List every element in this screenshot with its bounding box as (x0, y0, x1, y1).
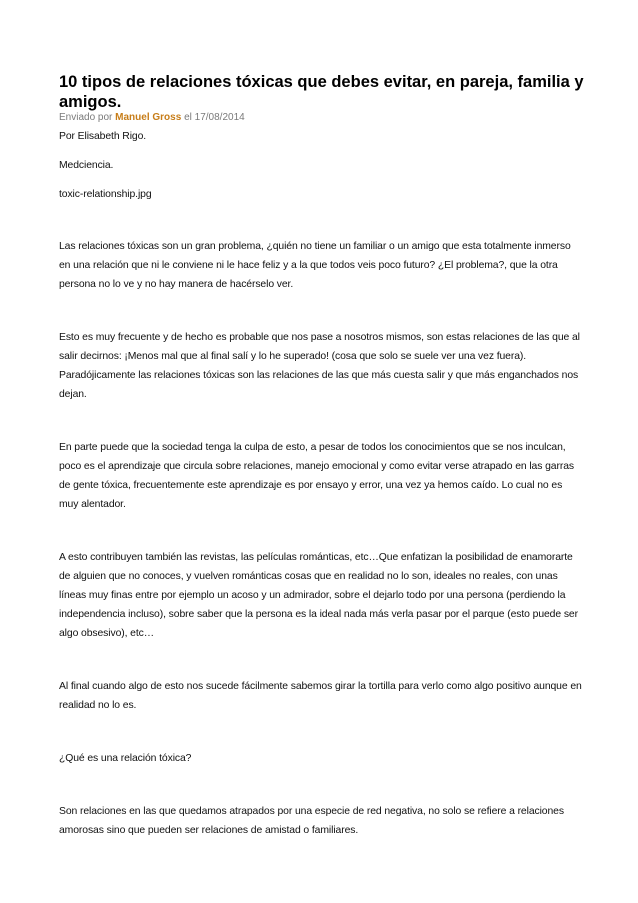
image-filename: toxic-relationship.jpg (59, 189, 152, 200)
author-link[interactable]: Manuel Gross (115, 112, 182, 123)
byline: Por Elisabeth Rigo. (59, 131, 147, 142)
paragraph: A esto contribuyen también las revistas, las películas románticas, etc…Que enfatizan la posibilidad de enamorarte de alguien que no conoces, y vuelven románticas cosas que en realidad no lo son, ideales no reales, con unas líneas muy finas entre por ejemplo un acoso y un admirador, sobre el dejarlo todo por una persona (perdiendo la independencia incluso), sobre saber que la persona es la ideal nada más verla pasar por el parque (esto puede ser algo obsesivo), etc… (59, 552, 578, 639)
article (59, 72, 584, 840)
article-meta (59, 112, 584, 124)
meta-date: el 17/08/2014 (181, 112, 245, 123)
paragraph: Son relaciones en las que quedamos atrapados por una especie de red negativa, no solo se refiere a relaciones amorosas sino que pueden ser relaciones de amistad o familiares. (59, 806, 564, 836)
meta-prefix: Enviado por (59, 112, 116, 123)
source: Medciencia. (59, 160, 114, 171)
article-title: 10 tipos de relaciones tóxicas que debes evitar, en pareja, familia y amigos. (59, 73, 584, 111)
paragraph: Las relaciones tóxicas son un gran problema, ¿quién no tiene un familiar o un amigo que esta totalmente inmerso en una relación que ni le conviene ni le hace feliz y a la que todos veis poco futuro? ¿El problema?, que la otra persona no lo ve y no hay manera de hacérselo ver. (59, 241, 571, 290)
section-question: ¿Qué es una relación tóxica? (59, 753, 192, 764)
paragraph: Esto es muy frecuente y de hecho es probable que nos pase a nosotros mismos, son estas relaciones de las que al salir decirnos: ¡Menos mal que al final salí y lo he superado! (cosa que solo se suele ver una vez fuera). Paradójicamente las relaciones tóxicas son las relaciones de las que más cuesta salir y que más enganchados nos dejan. (59, 332, 580, 400)
paragraph: Al final cuando algo de esto nos sucede fácilmente sabemos girar la tortilla para verlo como algo positivo aunque en realidad no lo es. (59, 681, 582, 711)
paragraph: En parte puede que la sociedad tenga la culpa de esto, a pesar de todos los conocimientos que se nos inculcan, poco es el aprendizaje que circula sobre relaciones, manejo emocional y como evitar verse atrapado en las garras de gente tóxica, frecuentemente este aprendizaje es por ensayo y error, una vez ya hemos caído. Lo cual no es muy alentador. (59, 442, 574, 510)
